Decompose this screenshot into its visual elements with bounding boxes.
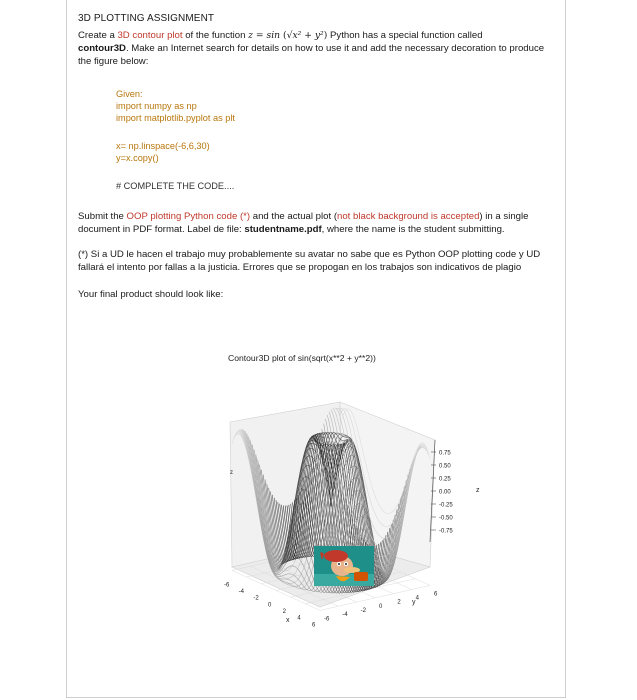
x-tick-label: -4 — [238, 589, 245, 596]
z-tick-label: 0.50 — [439, 463, 451, 470]
intro-text-2: of the function — [182, 30, 249, 41]
doc-title: 3D PLOTTING ASSIGNMENT — [78, 13, 215, 24]
x-tick-label: -2 — [253, 595, 259, 602]
left-z-label: z — [230, 470, 233, 476]
submit-paragraph — [78, 210, 558, 236]
y-tick-label: 2 — [397, 599, 401, 606]
x-tick-label: 6 — [312, 622, 316, 629]
intro-text-4: . Make an Internet search for details on how to use it and add the necessary decoration to produce the figure below: — [78, 43, 545, 67]
contour3d-plot — [190, 392, 500, 652]
y-tick-label: 0 — [379, 603, 383, 610]
oop-code-highlight: OOP plotting Python code (*) — [126, 211, 251, 222]
final-product-label: Your final product should look like: — [78, 289, 224, 300]
x-tick-label: 2 — [282, 609, 287, 616]
y-tick-label: -4 — [342, 612, 348, 619]
z-tick-label: 0.75 — [439, 450, 451, 457]
y-tick-label: -6 — [324, 616, 330, 623]
avatar-cartoon — [314, 546, 374, 586]
code-line-4: y=x.copy() — [116, 153, 159, 163]
function-formula — [248, 30, 327, 41]
x-axis-label: x — [286, 617, 290, 624]
submit-text-4: , where the name is the student submitting. — [321, 224, 505, 235]
formula-inner: √x² + y² — [286, 30, 324, 41]
contour3d-function: contour3D — [78, 43, 126, 54]
z-tick-label: 0.00 — [439, 489, 451, 496]
y-axis-label: y — [412, 599, 416, 606]
intro-text-1: Create a — [78, 30, 118, 41]
code-line-2: import matplotlib.pyplot as plt — [116, 113, 235, 123]
plot-title: Contour3D plot of sin(sqrt(x**2 + y**2)) — [228, 353, 376, 363]
formula-paren-close: ) — [323, 30, 328, 41]
y-tick-label: 6 — [434, 591, 438, 598]
formula-paren-open: ( — [283, 30, 287, 41]
submit-text-2: and the actual plot ( — [250, 211, 338, 222]
avatar-image — [314, 546, 374, 586]
background-note: not black background is accepted — [337, 211, 480, 222]
code-line-3: x= np.linspace(-6,6,30) — [116, 141, 210, 151]
submit-text-3: ) in a single document in PDF format. Label de file: — [78, 211, 529, 235]
intro-paragraph — [78, 29, 558, 68]
y-tick-label: -2 — [360, 608, 367, 615]
code-block — [116, 88, 558, 192]
z-tick-label: -0.75 — [439, 528, 453, 535]
code-given: Given: — [116, 89, 143, 99]
code-line-5: # COMPLETE THE CODE.... — [116, 181, 235, 191]
contour-plot-link: 3D contour plot — [117, 30, 183, 41]
y-tick-label: 4 — [415, 595, 420, 602]
formula-lhs: z = sin — [248, 30, 281, 41]
spanish-note: (*) Si a UD le hacen el trabajo muy probablemente su avatar no sabe que es Python OOP plotting code y UD fallará el intento por fallas a la justicia. Errores que se propogan en los trabajos son indicativos de plagio — [78, 249, 541, 273]
x-tick-label: -6 — [224, 582, 230, 589]
intro-text-3: Python has a special function called — [327, 30, 483, 41]
document-body — [78, 12, 558, 301]
code-line-1: import numpy as np — [116, 101, 197, 111]
z-tick-label: 0.25 — [439, 476, 451, 483]
z-axis-label: z — [476, 487, 480, 494]
x-tick-label: 4 — [297, 615, 301, 622]
submit-text-1: Submit the — [78, 211, 127, 222]
z-tick-label: -0.25 — [439, 502, 453, 509]
file-name: studentname.pdf — [244, 224, 322, 235]
contour3d-figure — [190, 392, 500, 652]
z-tick-label: -0.50 — [439, 515, 453, 522]
x-tick-label: 0 — [268, 602, 272, 609]
